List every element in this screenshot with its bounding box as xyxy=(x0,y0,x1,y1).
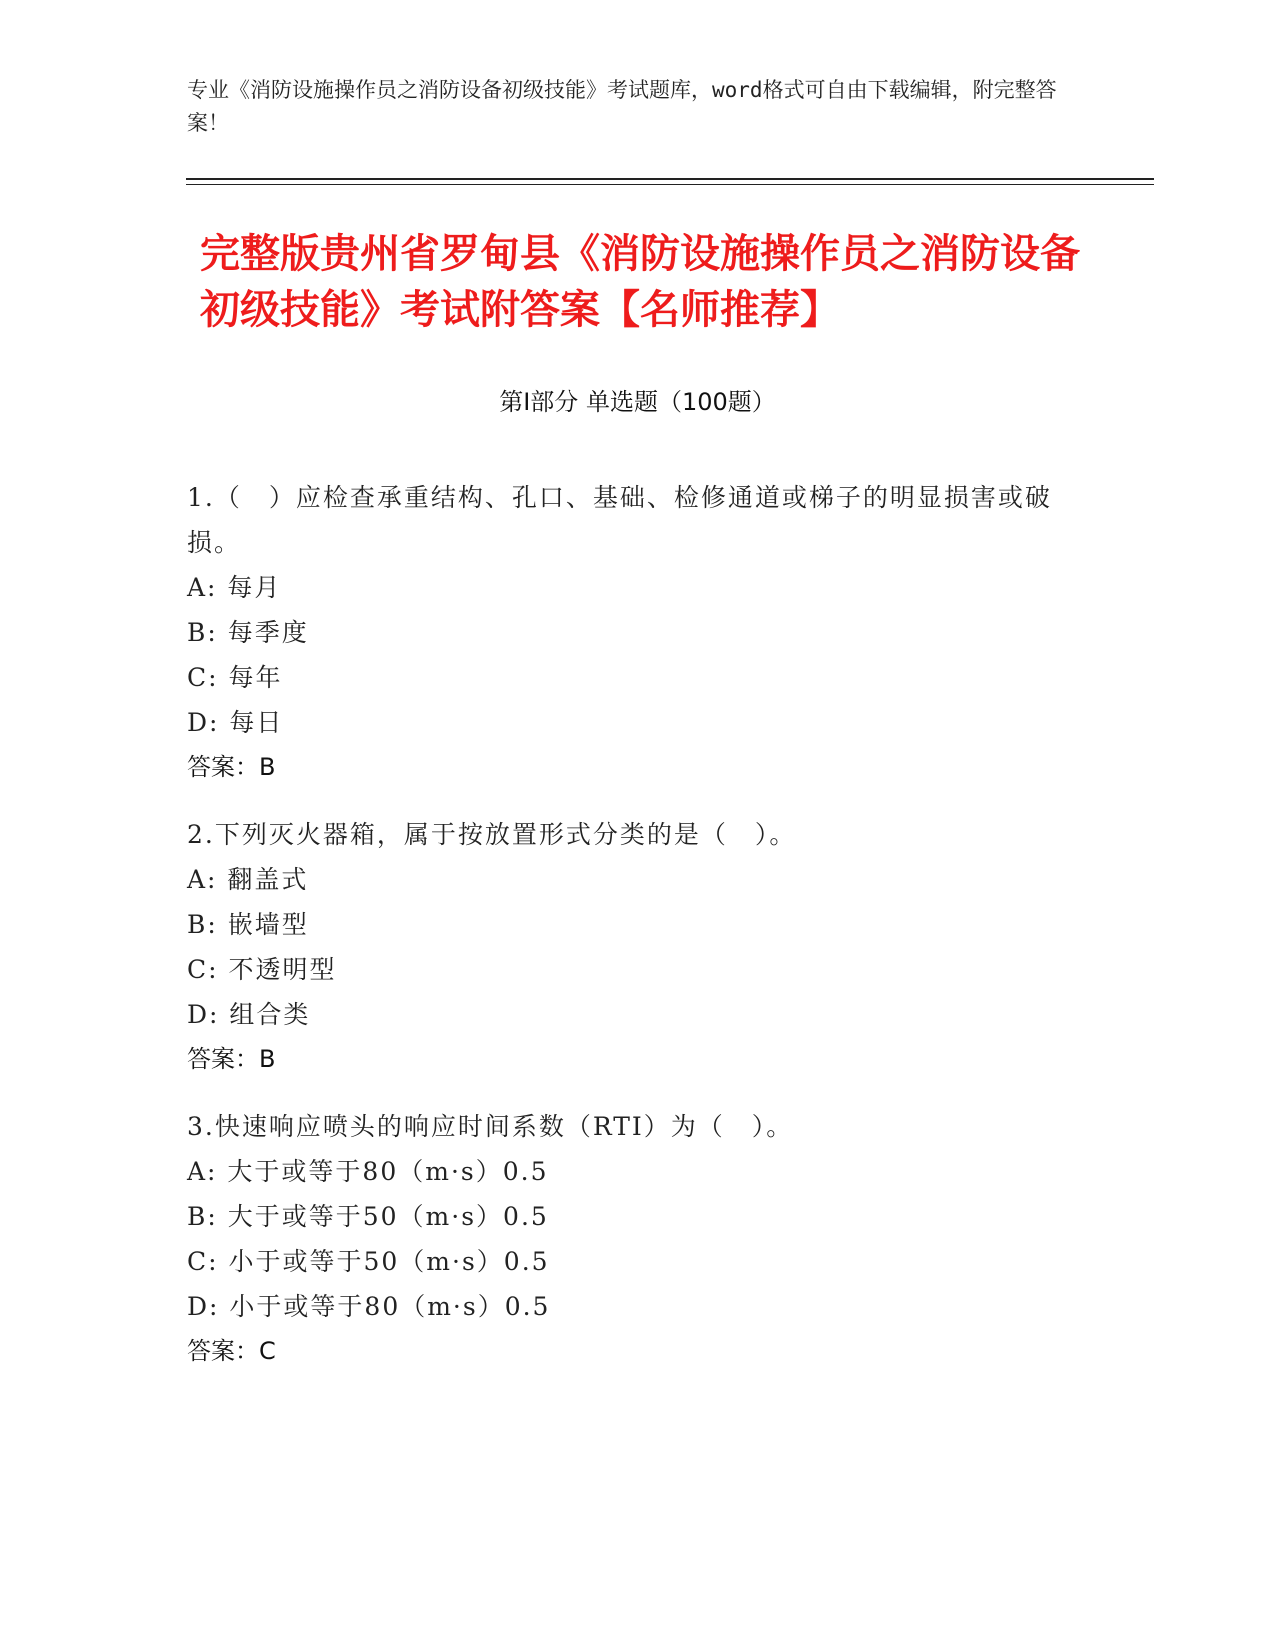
option-b: B: 大于或等于50（m·s）0.5 xyxy=(187,1202,549,1231)
question-2 xyxy=(187,812,1067,1082)
question-text: 2.下列灭火器箱，属于按放置形式分类的是（ ）。 xyxy=(187,820,797,849)
section-heading: 第I部分 单选题（100题） xyxy=(499,388,776,416)
option-c: C: 不透明型 xyxy=(187,955,337,984)
header-note: 专业《消防设施操作员之消防设备初级技能》考试题库，word格式可自由下载编辑，附完整答案！ xyxy=(187,78,1057,135)
answer-line: 答案：C xyxy=(187,1337,276,1365)
header-divider-thin xyxy=(186,184,1154,185)
question-text: 1.（ ）应检查承重结构、孔口、基础、检修通道或梯子的明显损害或破损。 xyxy=(187,483,1052,557)
option-a: A: 每月 xyxy=(187,573,282,602)
question-text: 3.快速响应喷头的响应时间系数（RTI）为（ ）。 xyxy=(187,1112,794,1141)
option-c: C: 小于或等于50（m·s）0.5 xyxy=(187,1247,550,1276)
answer-line: 答案：B xyxy=(187,753,276,781)
question-3 xyxy=(187,1104,1067,1374)
option-b: B: 嵌墙型 xyxy=(187,910,309,939)
document-title: 完整版贵州省罗甸县《消防设施操作员之消防设备初级技能》考试附答案【名师推荐】 xyxy=(200,231,1080,333)
option-d: D: 组合类 xyxy=(187,1000,311,1029)
answer-line: 答案：B xyxy=(187,1045,276,1073)
option-b: B: 每季度 xyxy=(187,618,309,647)
option-d: D: 小于或等于80（m·s）0.5 xyxy=(187,1292,551,1321)
option-d: D: 每日 xyxy=(187,708,284,737)
question-1 xyxy=(187,475,1067,790)
header-divider-thick xyxy=(186,178,1154,180)
option-c: C: 每年 xyxy=(187,663,283,692)
question-list xyxy=(187,475,1067,1396)
option-a: A: 大于或等于80（m·s）0.5 xyxy=(187,1157,549,1186)
option-a: A: 翻盖式 xyxy=(187,865,309,894)
